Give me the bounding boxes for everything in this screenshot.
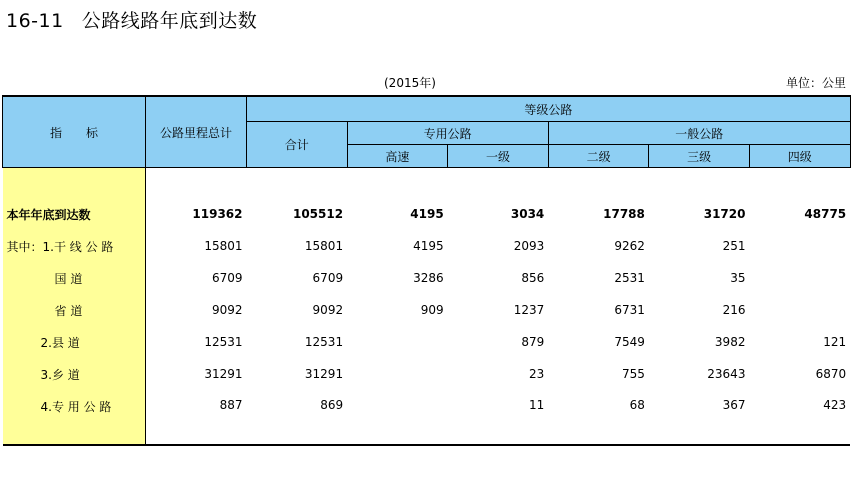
cell xyxy=(749,230,850,262)
cell: 755 xyxy=(621,367,645,381)
table-row xyxy=(3,294,851,326)
header-grade1: 一级 xyxy=(448,145,549,168)
cell: 4195 xyxy=(410,207,444,221)
cell: 879 xyxy=(521,335,545,349)
table-row xyxy=(3,262,851,294)
row-label: 省 道 xyxy=(3,294,146,326)
cell xyxy=(749,294,850,326)
cell: 3034 xyxy=(510,207,545,221)
cell: 105512 xyxy=(292,207,344,221)
header-expressway: 高速 xyxy=(347,145,448,168)
header-subtotal: 合计 xyxy=(247,122,348,168)
cell: 869 xyxy=(320,398,344,412)
cell: 423 xyxy=(823,398,847,412)
cell xyxy=(347,390,448,445)
cell xyxy=(749,262,850,294)
cell: 4195 xyxy=(413,239,444,253)
table-row xyxy=(3,198,851,230)
cell: 6731 xyxy=(614,303,645,317)
row-label: 其中：1.干 线 公 路 xyxy=(3,230,146,262)
cell: 7549 xyxy=(614,335,645,349)
header-general: 一般公路 xyxy=(548,122,850,145)
cell: 9092 xyxy=(146,294,247,326)
cell: 6709 xyxy=(146,262,247,294)
cell: 216 xyxy=(722,303,746,317)
header-grade2: 二级 xyxy=(548,145,649,168)
cell: 11 xyxy=(529,398,545,412)
cell: 6870 xyxy=(815,367,847,381)
row-label: 国 道 xyxy=(3,262,146,294)
table-row xyxy=(3,326,851,358)
cell: 367 xyxy=(722,398,746,412)
cell: 15801 xyxy=(146,230,247,262)
table-number: 16-11 xyxy=(6,10,64,32)
cell: 31720 xyxy=(703,207,746,221)
cell: 31291 xyxy=(146,358,247,390)
header-grade3: 三级 xyxy=(649,145,750,168)
cell: 3982 xyxy=(714,335,746,349)
row-label: 本年年底到达数 xyxy=(3,198,146,230)
cell: 48775 xyxy=(804,207,847,221)
table-row xyxy=(3,390,851,445)
cell: 3286 xyxy=(413,271,444,285)
spacer-row xyxy=(3,168,851,199)
data-table xyxy=(2,95,851,446)
table-title: 公路线路年底到达数 xyxy=(81,10,258,32)
cell: 251 xyxy=(722,239,746,253)
cell: 9092 xyxy=(312,303,344,317)
cell: 856 xyxy=(521,271,545,285)
header-graded: 等级公路 xyxy=(247,96,851,122)
page-title xyxy=(6,6,257,33)
cell: 909 xyxy=(420,303,444,317)
cell: 1237 xyxy=(513,303,545,317)
cell xyxy=(347,358,448,390)
cell: 2531 xyxy=(614,271,645,285)
header-total-mileage: 公路里程总计 xyxy=(146,96,247,168)
cell: 31291 xyxy=(304,367,344,381)
cell: 119362 xyxy=(146,198,247,230)
header-index: 指 标 xyxy=(3,96,146,168)
cell: 121 xyxy=(823,335,847,349)
cell: 15801 xyxy=(304,239,344,253)
cell: 9262 xyxy=(614,239,645,253)
table-row xyxy=(3,358,851,390)
cell: 2093 xyxy=(513,239,545,253)
year-label: (2015年) xyxy=(384,76,436,90)
row-label: 3.乡 道 xyxy=(3,358,146,390)
row-label: 4.专 用 公 路 xyxy=(3,390,146,445)
cell: 68 xyxy=(629,398,645,412)
cell: 6709 xyxy=(312,271,344,285)
unit-label: 单位：公里 xyxy=(785,76,846,90)
cell: 12531 xyxy=(146,326,247,358)
table-row xyxy=(3,230,851,262)
cell: 23643 xyxy=(707,367,746,381)
cell: 887 xyxy=(146,390,247,445)
row-label: 2.县 道 xyxy=(3,326,146,358)
cell xyxy=(347,326,448,358)
cell: 17788 xyxy=(603,207,645,221)
cell: 12531 xyxy=(304,335,344,349)
header-grade4: 四级 xyxy=(749,145,850,168)
cell: 35 xyxy=(730,271,746,285)
header-special: 专用公路 xyxy=(347,122,548,145)
cell: 23 xyxy=(529,367,545,381)
